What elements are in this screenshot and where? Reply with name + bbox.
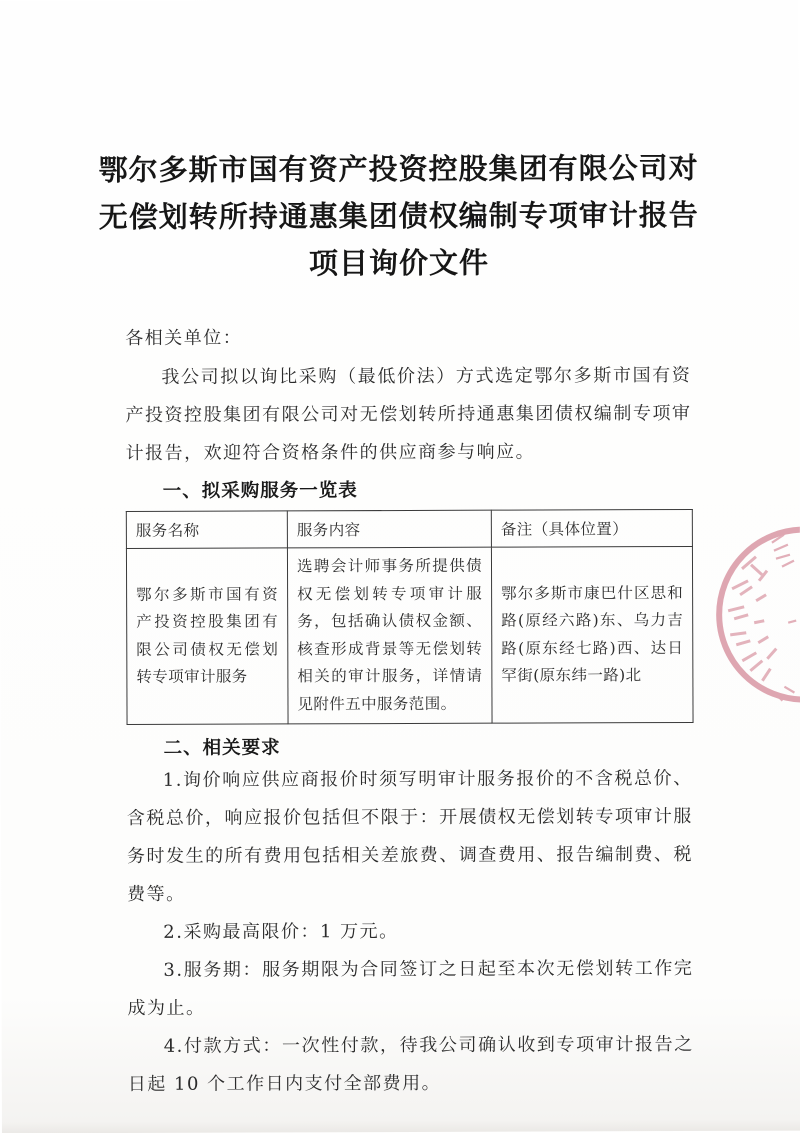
section1-heading: 一、拟采购服务一览表 — [162, 480, 358, 502]
cell-remark-location: 鄂尔多斯市康巴什区思和路(原经六路)东、乌力吉路(原东经七路)西、达日罕街(原东纬一路)北 — [491, 546, 693, 723]
col-header-service-content: 服务内容 — [287, 510, 491, 548]
official-seal-stamp-icon — [704, 523, 800, 709]
procurement-service-table — [126, 509, 694, 725]
requirement-item-4: 4.付款方式：一次性付款，待我公司确认收到专项审计报告之日起 10 个工作日内支付全部费用。 — [127, 1033, 694, 1095]
requirement-item-3: 3.服务期：服务期限为合同签订之日起至本次无偿划转工作完成为止。 — [127, 957, 694, 1019]
intro-paragraph: 我公司拟以询比采购（最低价法）方式选定鄂尔多斯市国有资产投资控股集团有限公司对无偿划转所持通惠集团债权编制专项审计报告，欢迎符合资格条件的供应商参与响应。 — [125, 364, 692, 464]
cell-service-content: 选聘会计师事务所提供债权无偿划转专项审计服务，包括确认债权金额、核查形成背景等无偿划转相关的审计服务，详情请见附件五中服务范围。 — [287, 547, 492, 724]
requirement-item-2: 2.采购最高限价：1 万元。 — [163, 921, 399, 943]
title-line-2: 无偿划转所持通惠集团债权编制专项审计报告 — [98, 197, 699, 235]
table-row — [126, 546, 693, 724]
table-header-row — [126, 509, 692, 548]
section2-heading: 二、相关要求 — [163, 737, 281, 759]
col-header-remark: 备注（具体位置） — [491, 509, 692, 547]
title-line-3: 项目询价文件 — [308, 245, 490, 281]
cell-service-name: 鄂尔多斯市国有资产投资控股集团有限公司债权无偿划转专项审计服务 — [126, 548, 288, 725]
document-body — [125, 321, 694, 1104]
requirement-item-1: 1.询价响应供应商报价时须写明审计服务报价的不含税总价、含税总价，响应报价包括但不限于：开展债权无偿划转专项审计服务时发生的所有费用包括相关差旅费、调查费用、报告编制费、税费等。 — [126, 767, 694, 905]
title-line-1: 鄂尔多斯市国有资产投资控股集团有限公司对 — [98, 150, 699, 188]
document-title — [88, 0, 709, 288]
salutation: 各相关单位： — [125, 327, 243, 349]
col-header-service-name: 服务名称 — [126, 511, 287, 549]
